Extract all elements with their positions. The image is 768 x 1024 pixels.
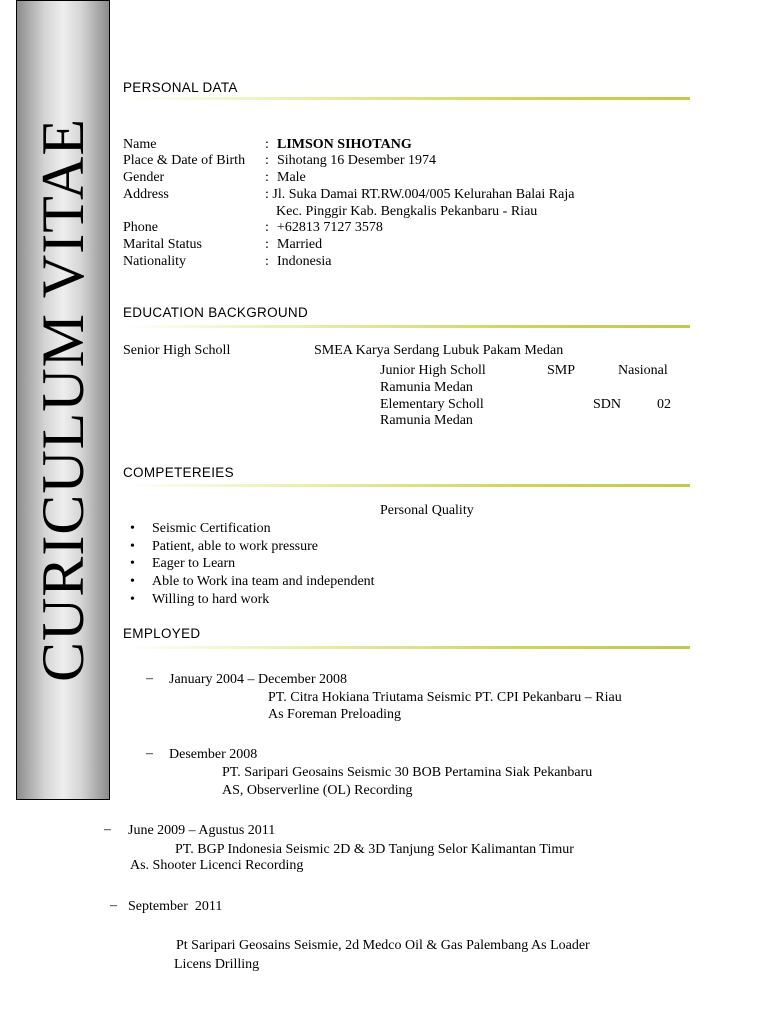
job-company: PT. Saripari Geosains Seismic 30 BOB Pertamina Siak Pekanbaru (222, 765, 593, 780)
junior-school-label: Junior High Scholl (380, 363, 486, 378)
address-line-2: Kec. Pinggir Kab. Bengkalis Pekanbaru - Riau (276, 204, 538, 219)
phone-label: Phone (123, 220, 158, 235)
elementary-school-number: 02 (657, 397, 671, 412)
gender-value: Male (277, 170, 306, 185)
birth-separator: : (265, 153, 269, 168)
elementary-school-label: Elementary Scholl (380, 397, 484, 412)
junior-school-nasional: Nasional (618, 363, 668, 378)
dash-icon: – (110, 898, 117, 913)
nationality-separator: : (265, 254, 269, 269)
address-line-1: : Jl. Suka Damai RT.RW.004/005 Kelurahan Balai Raja (265, 187, 575, 202)
competencies-heading: COMPETEREIES (123, 465, 234, 480)
marital-separator: : (265, 237, 269, 252)
job-role: As. Shooter Licenci Recording (130, 858, 304, 873)
marital-label: Marital Status (123, 237, 202, 252)
bullet-icon: • (130, 592, 135, 607)
sidebar-title: CURICULUM VITAE (30, 117, 96, 683)
senior-school-label: Senior High Scholl (123, 343, 231, 358)
job-company: PT. Citra Hokiana Triutama Seismic PT. CPI Pekanbaru – Riau (268, 690, 622, 705)
list-item: Seismic Certification (152, 521, 271, 536)
personal-quality-subtitle: Personal Quality (380, 503, 474, 518)
education-rule (123, 325, 690, 328)
list-item: Willing to hard work (152, 592, 270, 607)
bullet-icon: • (130, 574, 135, 589)
address-label: Address (123, 187, 169, 202)
dash-icon: – (146, 746, 153, 761)
bullet-icon: • (130, 521, 135, 536)
bullet-icon: • (130, 539, 135, 554)
job-period: September 2011 (128, 899, 223, 914)
nationality-label: Nationality (123, 254, 186, 269)
job-period: June 2009 – Agustus 2011 (128, 823, 276, 838)
phone-value: +62813 7127 3578 (277, 220, 383, 235)
list-item: Patient, able to work pressure (152, 539, 319, 554)
personal-data-heading: PERSONAL DATA (123, 80, 238, 95)
education-heading: EDUCATION BACKGROUND (123, 305, 309, 320)
list-item: Eager to Learn (152, 556, 236, 571)
birth-value: Sihotang 16 Desember 1974 (277, 153, 437, 168)
job-period: January 2004 – December 2008 (169, 672, 348, 687)
name-value: LIMSON SIHOTANG (277, 137, 412, 152)
name-label: Name (123, 137, 157, 152)
job-company: PT. BGP Indonesia Seismic 2D & 3D Tanjung Selor Kalimantan Timur (175, 842, 574, 857)
job-role: Licens Drilling (174, 957, 260, 972)
competencies-rule (123, 484, 690, 487)
job-role: As Foreman Preloading (268, 707, 401, 722)
employed-rule (123, 646, 690, 649)
phone-separator: : (265, 220, 269, 235)
nationality-value: Indonesia (277, 254, 332, 269)
gender-label: Gender (123, 170, 165, 185)
senior-school-value: SMEA Karya Serdang Lubuk Pakam Medan (314, 343, 564, 358)
employed-heading: EMPLOYED (123, 626, 201, 641)
job-company: Pt Saripari Geosains Seismie, 2d Medco Oil & Gas Palembang As Loader (176, 938, 590, 953)
junior-school-smp: SMP (547, 363, 576, 378)
marital-value: Married (277, 237, 323, 252)
birth-label: Place & Date of Birth (123, 153, 246, 168)
dash-icon: – (146, 671, 153, 686)
job-period: Desember 2008 (169, 747, 258, 762)
elementary-school-sdn: SDN (593, 397, 622, 412)
gender-separator: : (265, 170, 269, 185)
bullet-icon: • (130, 556, 135, 571)
name-separator: : (265, 137, 269, 152)
dash-icon: – (104, 822, 111, 837)
elementary-school-city: Ramunia Medan (380, 413, 473, 428)
job-role: AS, Observerline (OL) Recording (222, 783, 413, 798)
list-item: Able to Work ina team and independent (152, 574, 375, 589)
junior-school-city: Ramunia Medan (380, 380, 473, 395)
personal-data-rule (123, 97, 690, 100)
